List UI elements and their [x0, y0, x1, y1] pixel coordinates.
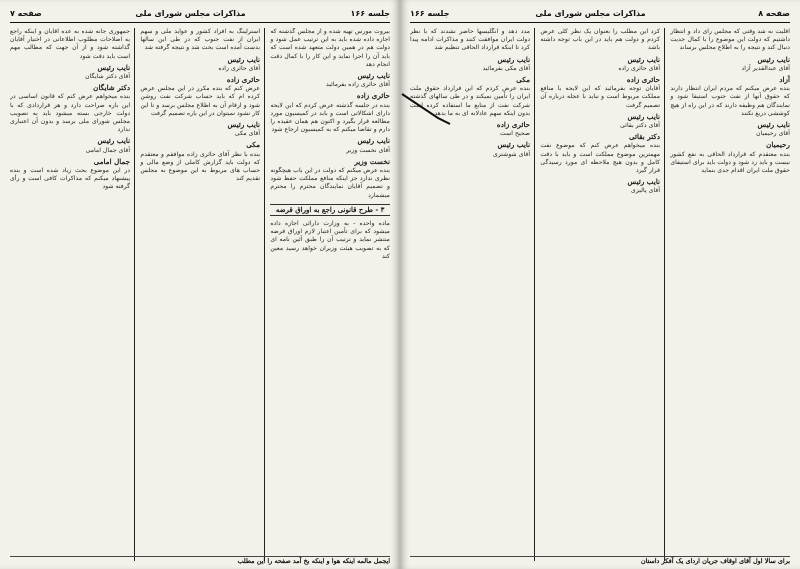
paragraph-text: آقای رحیمیان [756, 130, 790, 138]
right-column-1 [670, 28, 790, 561]
speaker-name: نایب رئیس [757, 120, 790, 130]
paragraph-text: اقلیت نه شد وقتی که مجلس رای داد و انتظار داشتیم که دولت این موضوع را با کمال جدیت دنبال کند و نتیجه را به اطلاع مجلس برساند [670, 28, 790, 52]
paragraph-text: در این موضوع بحث زیاد شده است و بنده پیشنهاد میکنم که مذاکرات کافی است و رأی گرفته شود [10, 167, 131, 191]
paragraph-text: بنده میخواهم عرض کنم که قانون اساسی در این باره صراحت دارد و هر قراردادی که با دولت خارجی بسته میشود باید به تصویب مجلس شورای ملی برسد و بدون آن اعتباری ندارد [10, 93, 131, 134]
right-page-footer: برای سالا اول آقای اوقاف جریان اردای یک آفکر داستان [410, 556, 790, 567]
left-page-header [10, 8, 390, 23]
paragraph-text: آقای دکتر شایگان [85, 73, 131, 81]
speaker-name: نایب رئیس [357, 71, 390, 81]
speaker-name: نایب رئیس [627, 54, 661, 64]
right-page [400, 0, 800, 569]
speaker-name: دکتر بقائی [628, 132, 661, 142]
paragraph-text: آقای پالیزی [631, 187, 661, 195]
right-page-title: مذاکرات مجلس شورای ملی [535, 9, 646, 18]
speaker-name: نایب رئیس [627, 111, 661, 121]
paragraph-text: آقای دکتر بقائی [620, 122, 661, 130]
paragraph-text: بنده با نظر آقای حائری زاده موافقم و معتقدم که دولت باید گزارش کاملی از وضع مالی و حساب های مربوط به این موضوع به مجلس تقدیم کند [140, 150, 261, 183]
speaker-name: نایب رئیس [227, 120, 261, 130]
speaker-name: رحیمیان [766, 140, 790, 150]
left-column-2 [140, 28, 260, 561]
paragraph-text: آقایان توجه بفرمائید که این لایحه با منافع مملکت مربوط است و نباید با عجله درباره آن تصمیم گرفت [540, 85, 661, 109]
paragraph-text: مدد دهد و انگلیسها حاضر نشدند که با نظر دولت ایران موافقت کنند و مذاکرات ادامه پیدا کرد تا اینکه قرارداد الحاقی تنظیم شد [410, 28, 531, 52]
paragraph-text: آقای شوشتری [493, 150, 531, 158]
paragraph-text: آقای مکی بفرمائید [482, 64, 531, 72]
paragraph-text: آقای حائری زاده [618, 64, 661, 72]
paragraph-text: آقای جمال امامی [85, 146, 131, 154]
right-columns [410, 28, 790, 561]
speaker-name: نایب رئیس [757, 54, 790, 64]
paragraph-text: جمهوری جانه شده به عده آقایان و اینکه راجع به اصلاحات مطلوب اطلاعاتی در اختیار آقایان گذاشته شود و از آن جهت که مطالب مهم است باید دقت شود [10, 28, 131, 60]
paragraph-text: کرد این مطلب را بعنوان یک نظر کلی عرض کردم و دولت هم باید در این باب توجه داشته باشد [540, 28, 661, 52]
speaker-name: حائری زاده [496, 120, 531, 130]
paragraph-text: آقای حائری زاده [218, 64, 261, 72]
speaker-name: نایب رئیس [97, 136, 131, 146]
left-columns [10, 28, 390, 561]
right-page-header [410, 8, 790, 23]
paragraph-text: بنده در جلسه گذشته عرض کردم که این لایحه دارای اشکالاتی است و باید در کمیسیون مورد مطالعه قرار بگیرد و اکنون هم همان عقیده را دارم و تقاضا میکنم که به کمیسیون ارجاع شود [270, 101, 390, 134]
speaker-name: مکی [516, 75, 531, 85]
column-divider [534, 28, 535, 561]
paragraph-text: بنده معتقدم که قرارداد الحاقی به نفع کشور نیست و باید رد شود و دولت باید برای استیفای حقوق ملت ایران اقدام جدی بنماید [670, 150, 790, 175]
speaker-name: نایب رئیس [97, 62, 131, 72]
left-page-number: صفحه ۷ [10, 9, 42, 18]
speaker-name: حائری زاده [626, 75, 661, 85]
paragraph-text: عرض کنم که بنده مکرر در این مجلس عرض کرده ام که باید حساب شرکت نفت روشن شود و ارقام آن به اطلاع مجلس برسد و تا این کار نشود نمیتوان در این باره تصمیم گرفت [140, 85, 261, 117]
speaker-name: آزاد [779, 75, 790, 85]
right-column-2 [540, 28, 660, 561]
speaker-name: نایب رئیس [497, 140, 531, 150]
speaker-name: نایب رئیس [227, 54, 261, 64]
speaker-name: حائری زاده [226, 75, 261, 85]
speaker-name: نایب رئیس [627, 177, 661, 187]
speaker-name: نایب رئیس [357, 136, 390, 146]
speaker-name: حائری زاده [356, 91, 390, 101]
speaker-name: دکتر شایگان [93, 83, 131, 93]
paragraph-text: آقای نخست وزیر [346, 146, 390, 154]
paragraph-text: آقای حائری زاده بفرمائید [325, 81, 390, 89]
left-session-number: جلسه ۱۶۶ [350, 9, 390, 18]
speaker-name: جمال امامی [93, 156, 131, 166]
right-session-number: جلسه ۱۶۶ [410, 9, 450, 18]
paragraph-text: بیروت مورس تهیه شده و از مجلس گذشته که اجازه داده شده باید به این ترتیب عمل شود و دولت هم در همین دولت متعهد شده است که باید آن را اجرا نماید و این کار را با کمال دقت انجام دهد [270, 28, 390, 68]
paragraph-text: آقای مکی [234, 130, 261, 138]
column-divider [264, 28, 265, 561]
paragraph-text: بنده عرض میکنم که مردم ایران انتظار دارند که حقوق آنها از نفت جنوب استیفا شود و نمایندگان هم وظیفه دارند که در این راه از هیچ کوششی دریغ نکنند [670, 85, 790, 117]
paragraph-text: صحیح است [500, 130, 531, 138]
paragraph-text: بنده عرض کردم که این قرارداد حقوق ملت ایران را تأمین نمیکند و در طی سالهای گذشته شرکت نفت از منابع ما استفاده کرده است بدون اینکه سهم عادلانه ای به ما بدهد [410, 85, 531, 117]
speaker-name: نایب رئیس [497, 54, 531, 64]
paragraph-text: استرلینگ به افراد کشور و عواید ملی و سهم ایران از نفت جنوب که در طی این سالها بدست آمده است بحث شد و نتیجه گرفته شد [140, 28, 261, 52]
paragraph-text: بنده میخواهم عرض کنم که موضوع نفت مهمترین موضوع مملکت است و باید با دقت کامل و بدون هیچ ملاحظه ای مورد رسیدگی قرار گیرد [540, 142, 661, 175]
column-divider [134, 28, 135, 561]
section-heading: ۳ - طرح قانونی راجع به اوراق قرضه [270, 204, 390, 216]
left-page-title: مذاکرات مجلس شورای ملی [135, 9, 246, 18]
column-divider [664, 28, 665, 561]
paragraph-text: ماده واحده - به وزارت دارائی اجازه داده میشود که برای تأمین اعتبار لازم اوراق قرضه منتشر نماید و ترتیب آن را طبق آئین نامه ای که به تصویب هیئت وزیران خواهد رسید معین کند [270, 220, 390, 260]
speaker-name: نخست وزیر [354, 156, 390, 166]
left-page-footer: ایجمل مالمه اینکه هوا و اینکه بخ آمد صفحه را این مطلب [10, 556, 390, 567]
paragraph-text: آقای عبدالقدیر آزاد [741, 64, 790, 72]
paragraph-text: بنده عرض میکنم که دولت در این باب هیچگونه نظری ندارد جز اینکه منافع مملکت حفظ شود و تصمیم آقایان نمایندگان محترم را محترم میشمارد [270, 167, 390, 199]
speaker-name: مکی [246, 140, 261, 150]
right-page-number: صفحه ۸ [758, 9, 790, 18]
left-column-3 [10, 28, 130, 561]
pen-annotation-mark [400, 90, 460, 130]
left-column-1 [270, 28, 390, 561]
